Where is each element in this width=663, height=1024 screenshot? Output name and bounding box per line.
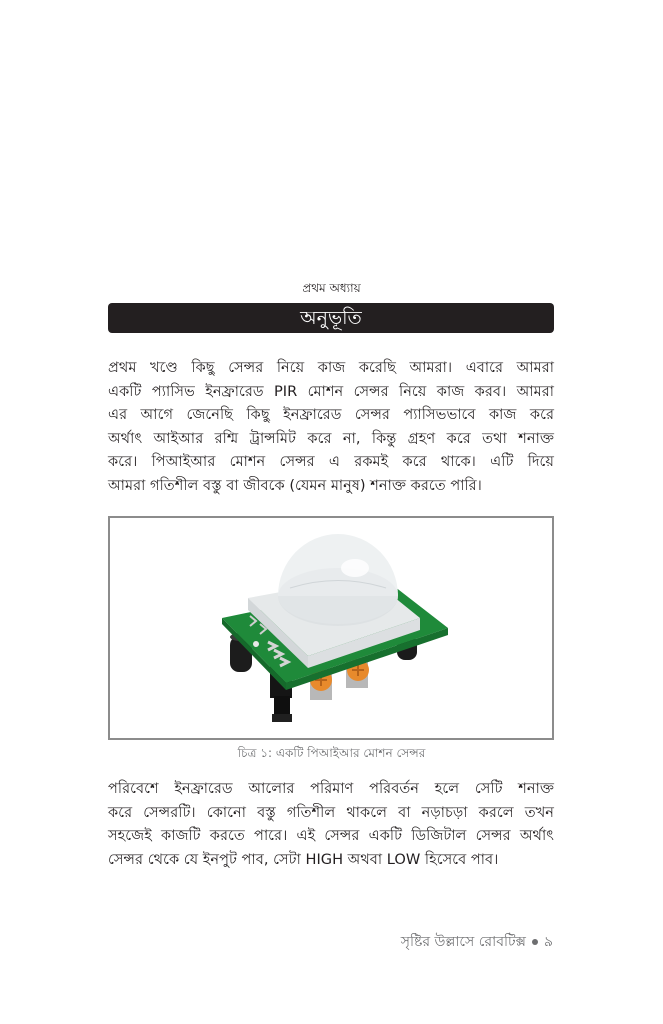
chapter-title-bar (108, 303, 554, 333)
page-footer (401, 932, 553, 952)
text-line: আমরা গতিশীল বস্তু বা জীবকে (যেমন মানুষ) শনাক্ত করতে পারি। (108, 476, 482, 494)
chapter-title: অনুভূতি (300, 307, 362, 329)
page-number: ৯ (543, 934, 553, 950)
chapter-label: প্রথম অধ্যায় (302, 281, 361, 295)
text-line: সহজেই কাজটি করতে পারে। এই সেন্সর একটি ডিজিটাল সেন্সর অর্থাৎ (108, 827, 554, 845)
text-line: পরিবেশে ইনফ্রারেড আলোর পরিমাণ পরিবর্তন হলে সেটি শনাক্ত (108, 780, 554, 797)
text-line: এর আগে জেনেছি কিছু ইনফ্রারেড সেন্সর প্যাসিভভাবে কাজ করে (108, 406, 554, 424)
figure-caption: চিত্র ১: একটি পিআইআর মোশন সেন্সর (237, 746, 426, 760)
text-line: করে। পিআইআর মোশন সেন্সর এ রকমই করে থাকে। এটি দিয়ে (108, 453, 554, 471)
figure-frame (108, 516, 554, 740)
text-line: একটি প্যাসিভ ইনফ্রারেড PIR মোশন সেন্সর নিয়ে কাজ করব। আমরা (108, 382, 554, 400)
text-line: অর্থাৎ আইআর রশ্মি ট্রান্সমিট করে না, কিন্তু গ্রহণ করে তথা শনাক্ত (108, 429, 554, 447)
text-line: করে সেন্সরটি। কোনো বস্তু গতিশীল থাকলে বা নড়াচড়া করলে তখন (108, 803, 554, 821)
body-paragraph-2 (108, 777, 554, 871)
text-line: প্রথম খণ্ডে কিছু সেন্সর নিয়ে কাজ করেছি আমরা। এবারে আমরা (108, 359, 554, 376)
bullet-icon (532, 939, 538, 945)
body-paragraph-1 (108, 356, 554, 498)
pir-sensor-image (110, 518, 552, 738)
text-line: সেন্সর থেকে যে ইনপুট পাব, সেটা HIGH অথবা LOW হিসেবে পাব। (108, 850, 499, 868)
running-title: সৃষ্টির উল্লাসে রোবটিক্স (400, 934, 526, 950)
